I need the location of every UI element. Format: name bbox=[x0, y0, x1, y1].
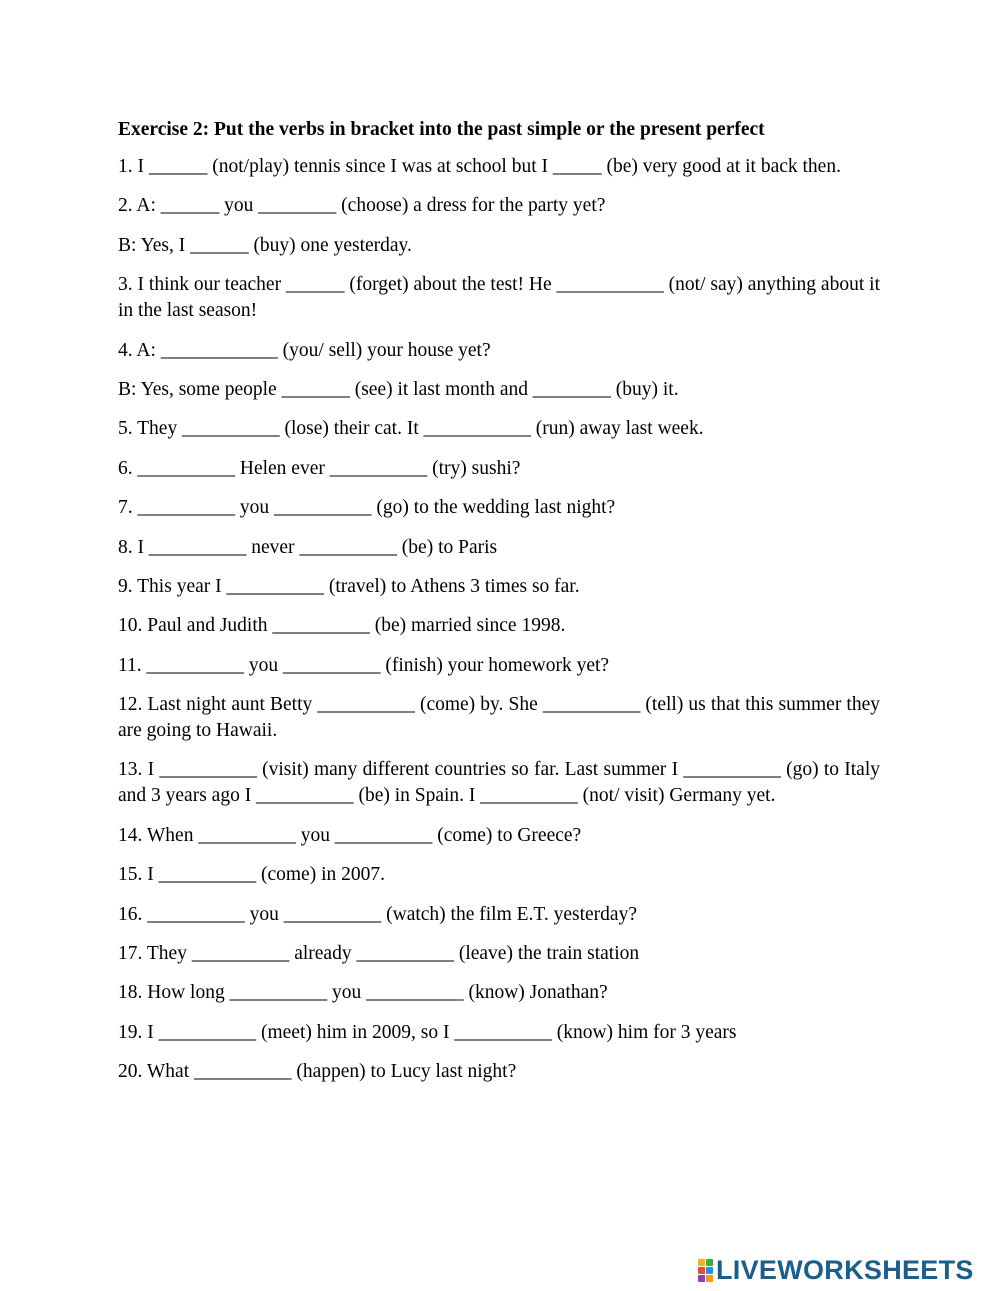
question-20: 20. What __________ (happen) to Lucy last night? bbox=[118, 1061, 517, 1083]
liveworksheets-logo[interactable] bbox=[698, 1256, 974, 1284]
question-11: 11. __________ you __________ (finish) your homework yet? bbox=[118, 654, 610, 676]
question-7: 7. __________ you __________ (go) to the wedding last night? bbox=[118, 497, 616, 519]
question-17: 17. They __________ already __________ (leave) the train station bbox=[118, 943, 640, 965]
logo-square bbox=[698, 1275, 705, 1282]
question-4b: B: Yes, some people _______ (see) it last month and ________ (buy) it. bbox=[118, 378, 679, 400]
question-10: 10. Paul and Judith __________ (be) married since 1998. bbox=[118, 615, 566, 637]
exercise-title: Exercise 2: Put the verbs in bracket into the past simple or the present perfect bbox=[118, 119, 765, 140]
question-19: 19. I __________ (meet) him in 2009, so I __________ (know) him for 3 years bbox=[118, 1021, 737, 1043]
question-4a: 4. A: ____________ (you/ sell) your house yet? bbox=[118, 339, 491, 361]
question-1: 1. I ______ (not/play) tennis since I was at school but I _____ (be) very good at it back then. bbox=[118, 156, 841, 177]
logo-square bbox=[706, 1275, 713, 1282]
question-9: 9. This year I __________ (travel) to Athens 3 times so far. bbox=[118, 575, 580, 597]
logo-square bbox=[706, 1259, 713, 1266]
logo-square bbox=[706, 1267, 713, 1274]
question-12: 12. Last night aunt Betty __________ (come) by. She __________ (tell) us that this summer they are going to Hawaii. bbox=[118, 694, 880, 742]
logo-squares-icon bbox=[698, 1259, 713, 1282]
question-13: 13. I __________ (visit) many different countries so far. Last summer I __________ (go) to Italy and 3 years ago I __________ (be) in Spain. I __________ (not/ visit) Germany yet. bbox=[118, 759, 880, 807]
question-16: 16. __________ you __________ (watch) the film E.T. yesterday? bbox=[118, 903, 637, 925]
brand-name: LIVEWORKSHEETS bbox=[716, 1255, 974, 1285]
question-8: 8. I __________ never __________ (be) to Paris bbox=[118, 536, 498, 558]
logo-square bbox=[698, 1259, 705, 1266]
worksheet-page bbox=[118, 117, 880, 1099]
question-6: 6. __________ Helen ever __________ (try) sushi? bbox=[118, 457, 521, 479]
question-2a: 2. A: ______ you ________ (choose) a dress for the party yet? bbox=[118, 195, 606, 217]
logo-square bbox=[698, 1267, 705, 1274]
question-5: 5. They __________ (lose) their cat. It ___________ (run) away last week. bbox=[118, 418, 704, 440]
question-3: 3. I think our teacher ______ (forget) about the test! He ___________ (not/ say) anything about it in the last season! bbox=[118, 274, 880, 322]
question-14: 14. When __________ you __________ (come) to Greece? bbox=[118, 824, 582, 846]
question-2b: B: Yes, I ______ (buy) one yesterday. bbox=[118, 234, 412, 256]
question-15: 15. I __________ (come) in 2007. bbox=[118, 864, 386, 886]
question-18: 18. How long __________ you __________ (know) Jonathan? bbox=[118, 982, 608, 1004]
